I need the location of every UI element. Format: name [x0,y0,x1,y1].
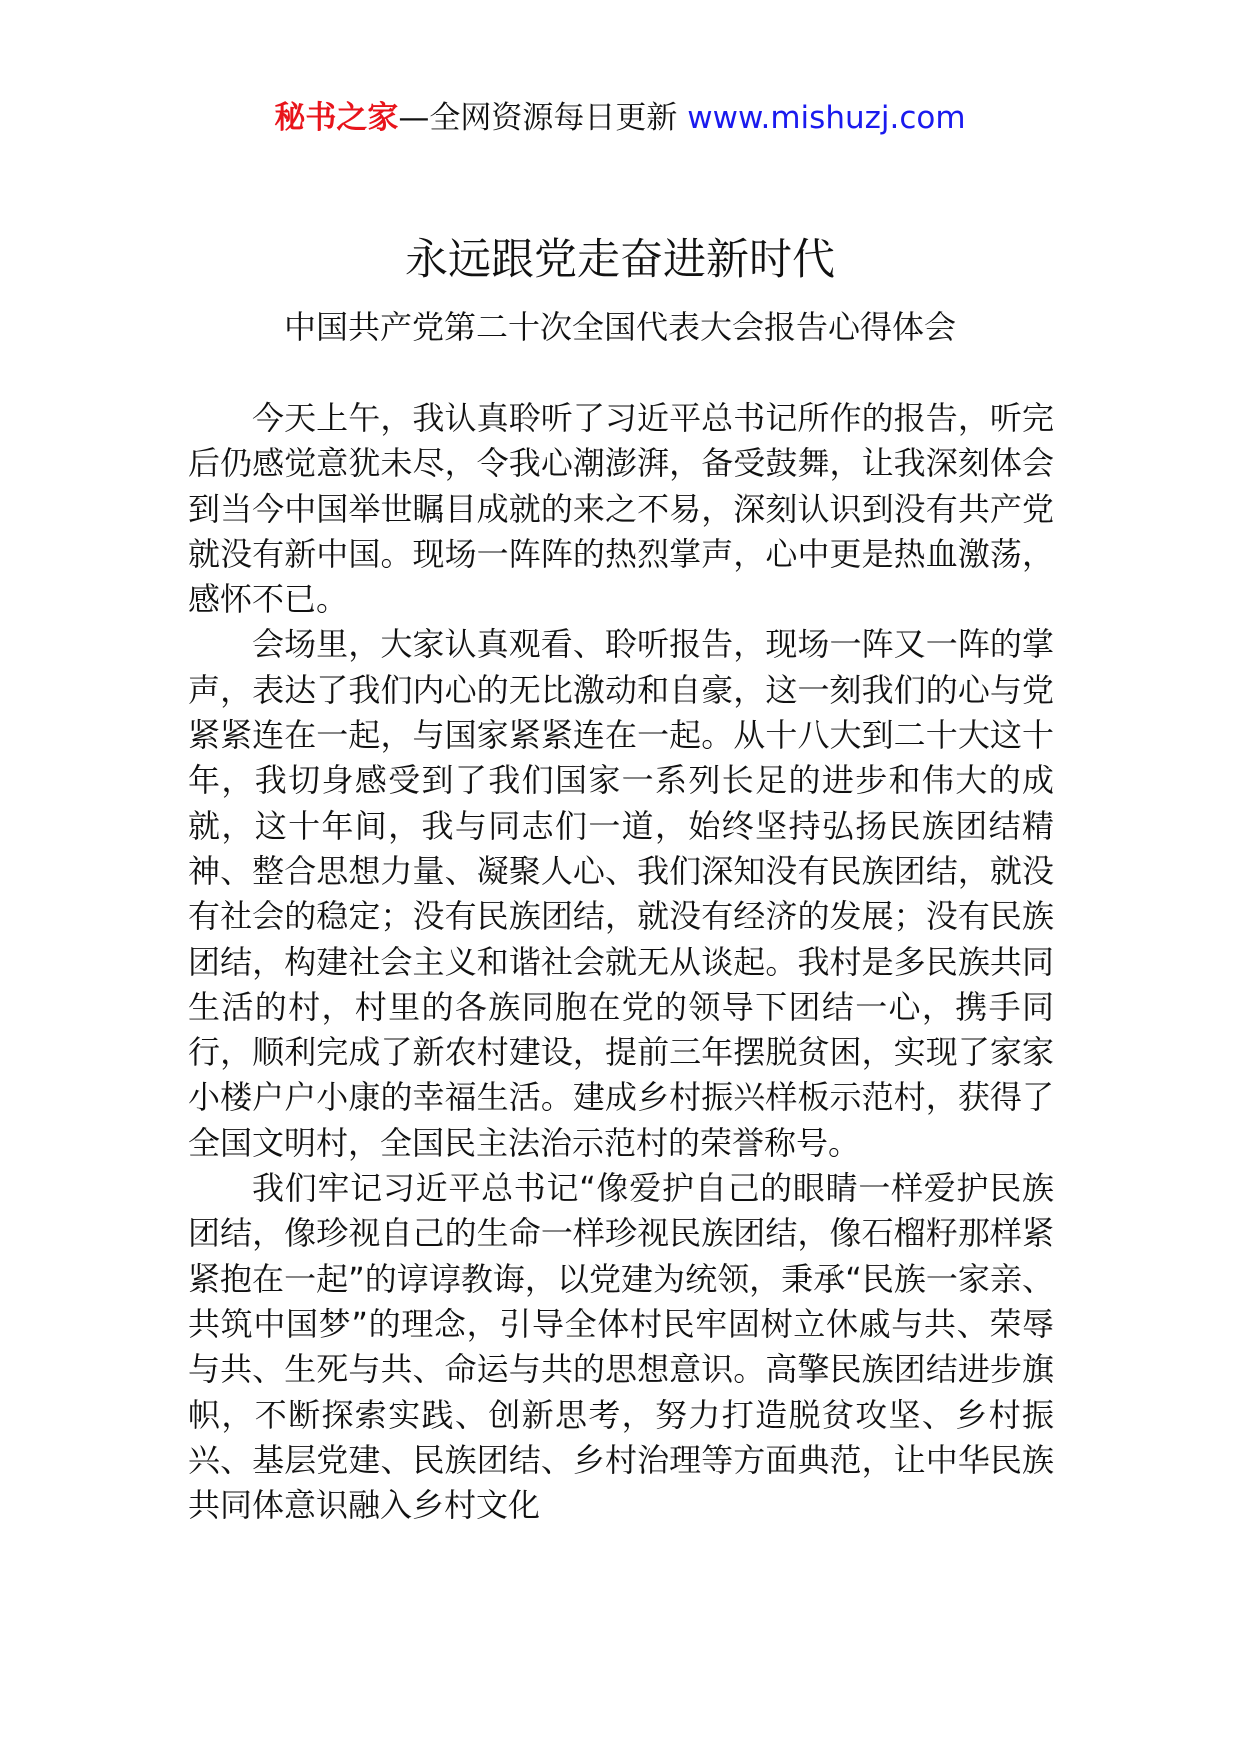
paragraph-2: 会场里，大家认真观看、聆听报告，现场一阵又一阵的掌声，表达了我们内心的无比激动和自豪，这一刻我们的心与党紧紧连在一起，与国家紧紧连在一起。从十八大到二十大这十年，我切身感受到了我们国家一系列长足的进步和伟大的成就，这十年间，我与同志们一道，始终坚持弘扬民族团结精神、整合思想力量、凝聚人心、我们深知没有民族团结，就没有社会的稳定；没有民族团结，就没有经济的发展；没有民族团结，构建社会主义和谐社会就无从谈起。我村是多民族共同生活的村，村里的各族同胞在党的领导下团结一心，携手同行，顺利完成了新农村建设，提前三年摆脱贫困，实现了家家小楼户户小康的幸福生活。建成乡村振兴样板示范村，获得了全国文明村，全国民主法治示范村的荣誉称号。 [188,625,1054,1162]
document-body [188,396,1054,1528]
paragraph-1: 今天上午，我认真聆听了习近平总书记所作的报告，听完后仍感觉意犹未尽，令我心潮澎湃，备受鼓舞，让我深刻体会到当今中国举世瞩目成就的来之不易，深刻认识到没有共产党就没有新中国。现场一阵阵的热烈掌声，心中更是热血激荡，感怀不已。 [188,399,1054,619]
site-header [0,98,1240,138]
document-subtitle: 中国共产党第二十次全国代表大会报告心得体会 [283,308,956,346]
header-slogan: 全网资源每日更新 [429,100,678,136]
brand-name: 秘书之家 [274,100,399,136]
site-url-link[interactable]: www.mishuzj.com [687,100,966,136]
paragraph-3: 我们牢记习近平总书记“像爱护自己的眼睛一样爱护民族团结，像珍视自己的生命一样珍视民族团结，像石榴籽那样紧紧抱在一起”的谆谆教诲，以党建为统领，秉承“民族一家亲、共筑中国梦”的理念，引导全体村民牢固树立休戚与共、荣辱与共、生死与共、命运与共的思想意识。高擎民族团结进步旗帜，不断探索实践、创新思考，努力打造脱贫攻坚、乡村振兴、基层党建、民族团结、乡村治理等方面典范，让中华民族共同体意识融入乡村文化 [188,1169,1054,1525]
header-dash: — [398,100,430,136]
document-title: 永远跟党走奋进新时代 [405,235,835,285]
